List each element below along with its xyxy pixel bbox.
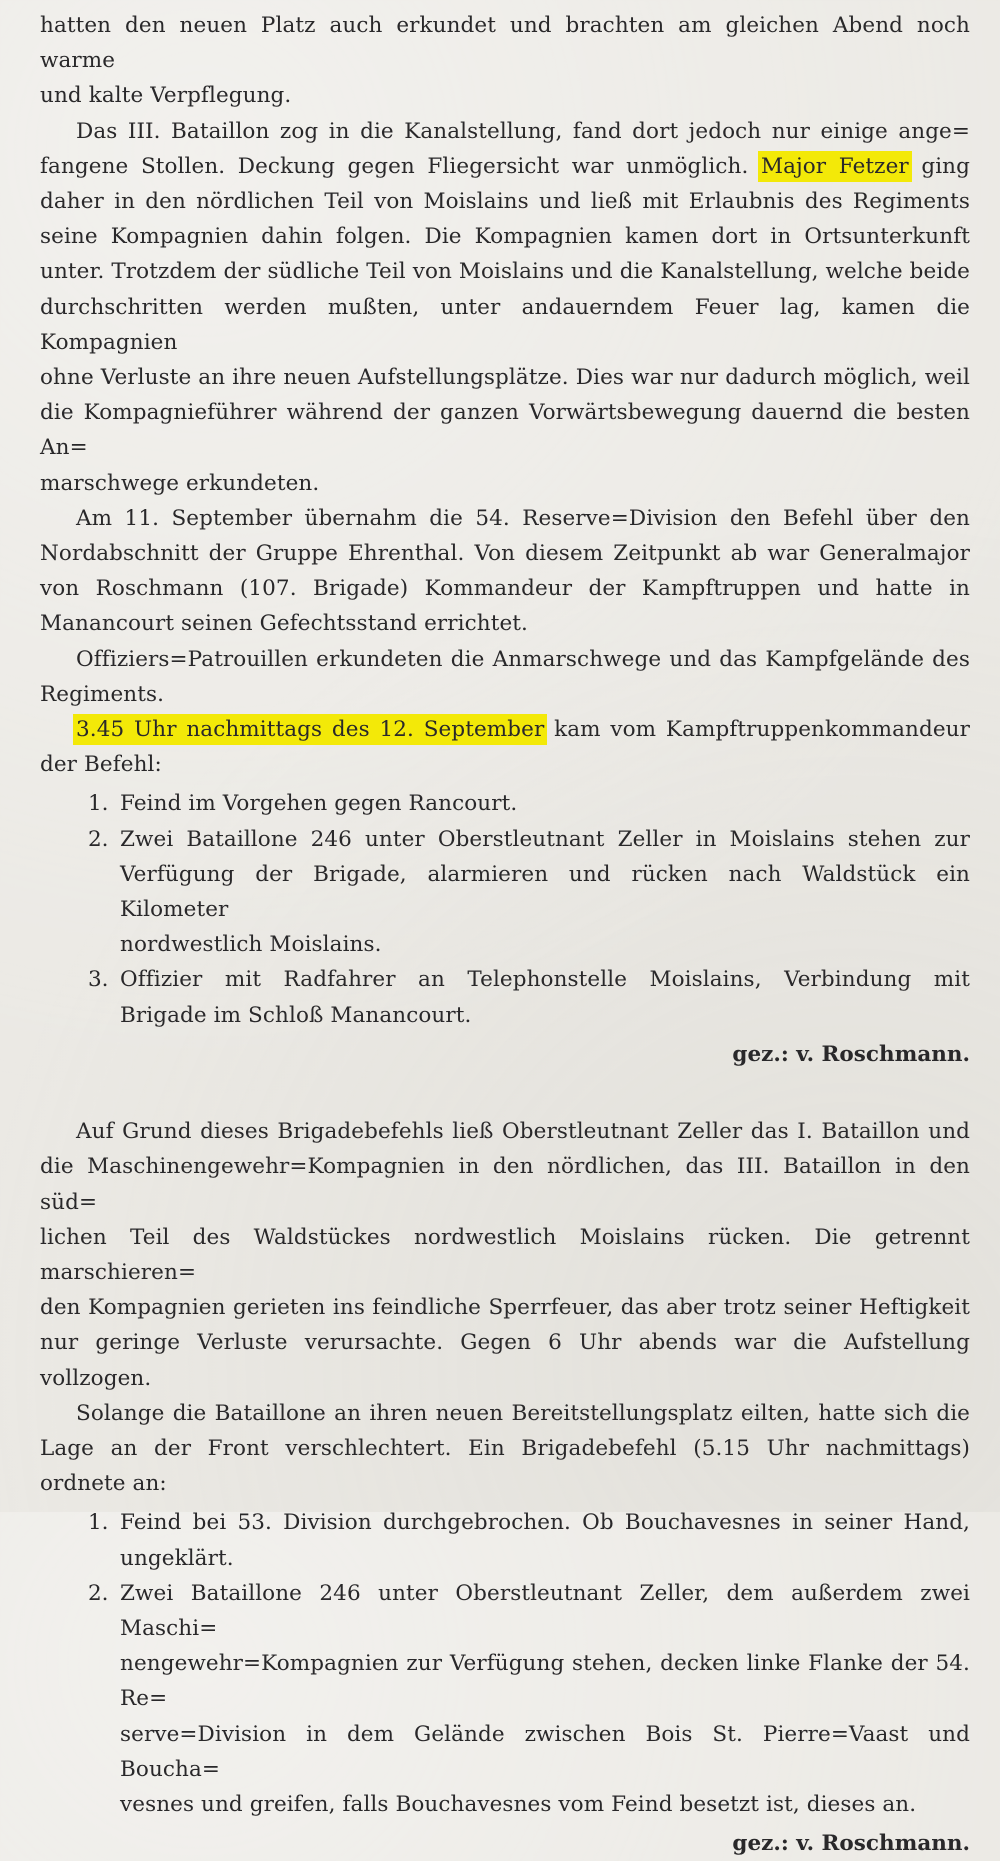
text-line <box>120 1505 970 1540</box>
paragraph-auf-grund <box>40 1114 970 1396</box>
text-line <box>40 606 970 641</box>
list-number: 1. <box>88 791 109 817</box>
text-segment: kam vom Kampftruppenkommandeur <box>544 717 970 743</box>
text-segment: den Kompagnien gerieten ins feindliche Sperrfeuer, das aber trotz seiner Heftigkeit <box>40 1295 970 1321</box>
text-segment: serve=Division in dem Gelände zwischen Bois St. Pierre=Vaast und Boucha= <box>120 1721 970 1782</box>
text-line <box>40 466 970 501</box>
text-segment: ohne Verluste an ihre neuen Aufstellungsplätze. Dies war nur dadurch möglich, weil <box>40 365 970 391</box>
text-segment: Lage an der Front verschlechtert. Ein Brigadebefehl (5.15 Uhr nachmittags) <box>40 1435 970 1461</box>
text-segment: fangene Stollen. Deckung gegen Fliegersicht war unmöglich. <box>40 153 761 179</box>
paragraph-verpflegung <box>40 8 970 114</box>
list-number: 3. <box>88 967 109 993</box>
paragraph-patrouillen <box>40 642 970 712</box>
text-segment: die Kompagnieführer während der ganzen Vorwärtsbewegung dauernd die besten An= <box>40 400 970 461</box>
text-segment: Am 11. September übernahm die 54. Reserve=Division den Befehl über den <box>76 505 970 531</box>
text-segment: durchschritten werden mußten, unter andauerndem Feuer lag, kamen die Kompagnien <box>40 294 970 355</box>
text-line <box>120 1717 970 1787</box>
highlighted-text: Major Fetzer <box>760 153 909 179</box>
text-segment: daher in den nördlichen Teil von Moislains und ließ mit Erlaubnis des Regiments <box>40 189 970 215</box>
text-segment: Offizier mit Radfahrer an Telephonstelle Moislains, Verbindung mit <box>120 967 970 993</box>
text-segment: Nordabschnitt der Gruppe Ehrenthal. Von diesem Zeitpunkt ab war Generalmajor <box>40 541 970 567</box>
text-line <box>120 857 970 927</box>
text-line <box>40 1220 970 1290</box>
text-line <box>40 642 970 677</box>
list-number: 2. <box>88 826 109 852</box>
brigade-order-list-2 <box>40 1505 970 1822</box>
signature-roschmann-1: gez.: v. Roschmann. <box>732 1041 970 1067</box>
list-item <box>40 1576 970 1822</box>
text-segment: unter. Trotzdem der südliche Teil von Moislains und die Kanalstellung, welche beide <box>40 259 971 285</box>
text-segment: Brigade im Schloß Manancourt. <box>120 1002 472 1028</box>
paragraph-drittes-bataillon <box>40 114 970 501</box>
text-line <box>120 927 970 962</box>
text-line <box>40 254 970 289</box>
text-line <box>40 712 970 747</box>
text-segment: Das III. Bataillon zog in die Kanalstellung, fand dort jedoch nur einige ange= <box>76 118 970 144</box>
text-segment: nordwestlich Moislains. <box>120 932 382 958</box>
text-line <box>40 219 970 254</box>
list-number: 1. <box>88 1510 109 1536</box>
text-line <box>120 1541 970 1576</box>
text-line <box>40 1396 970 1431</box>
text-line <box>40 290 970 360</box>
text-segment: Offiziers=Patrouillen erkundeten die Anmarschwege und das Kampfgelände des <box>76 646 970 672</box>
section-gap <box>40 1072 970 1114</box>
text-line <box>120 786 970 821</box>
text-line <box>40 114 970 149</box>
text-line <box>40 1114 970 1149</box>
text-line <box>40 1466 970 1501</box>
text-line <box>40 1431 970 1466</box>
text-line <box>40 78 970 113</box>
text-line <box>40 1149 970 1219</box>
text-line <box>120 1646 970 1716</box>
text-segment: und kalte Verpflegung. <box>40 83 292 109</box>
text-segment: marschwege erkundeten. <box>40 470 320 496</box>
text-segment: Solange die Bataillone an ihren neuen Bereitstellungsplatz eilten, hatte sich die <box>76 1400 970 1426</box>
highlighted-text: 3.45 Uhr nachmittags des 12. September <box>76 717 545 743</box>
text-segment: Feind bei 53. Division durchgebrochen. Ob Bouchavesnes in seiner Hand, <box>120 1510 970 1536</box>
text-segment: Verfügung der Brigade, alarmieren und rücken nach Waldstück ein Kilometer <box>120 861 970 923</box>
list-item <box>40 786 970 821</box>
paragraph-solange <box>40 1396 970 1502</box>
text-line <box>120 998 970 1033</box>
text-segment: von Roschmann (107. Brigade) Kommandeur der Kampftruppen und hatte in <box>40 576 970 602</box>
text-segment: Feind im Vorgehen gegen Rancourt. <box>120 791 518 817</box>
text-segment: lichen Teil des Waldstückes nordwestlich Moislains rücken. Die getrennt marschieren= <box>40 1224 970 1285</box>
text-segment: ging <box>908 153 970 179</box>
list-number: 2. <box>88 1580 109 1606</box>
brigade-order-list-1 <box>40 786 970 1032</box>
text-segment: Auf Grund dieses Brigadebefehls ließ Oberstleutnant Zeller das I. Bataillon und <box>76 1119 970 1145</box>
text-line <box>40 184 970 219</box>
text-line <box>40 1325 970 1395</box>
text-segment: der Befehl: <box>40 752 162 778</box>
text-line <box>40 677 970 712</box>
text-line <box>120 822 970 857</box>
text-line <box>40 536 970 571</box>
text-segment: vesnes und greifen, falls Bouchavesnes vom Feind besetzt ist, dieses an. <box>120 1791 917 1817</box>
text-segment: nur geringe Verluste verursachte. Gegen 6 Uhr abends war die Aufstellung vollzogen. <box>40 1330 970 1391</box>
list-item <box>40 962 970 1032</box>
text-line <box>40 501 970 536</box>
list-item <box>40 1505 970 1575</box>
text-segment: Regiments. <box>40 681 165 707</box>
paragraph-elfter-september <box>40 501 970 642</box>
signature-roschmann-2: gez.: v. Roschmann. <box>732 1831 970 1857</box>
text-segment: seine Kompagnien dahin folgen. Die Kompagnien kamen dort in Ortsunterkunft <box>40 224 970 250</box>
text-line <box>120 1576 970 1646</box>
text-line <box>120 1787 970 1822</box>
text-segment: Zwei Bataillone 246 unter Oberstleutnant Zeller, dem außerdem zwei Maschi= <box>120 1580 970 1641</box>
text-segment: hatten den neuen Platz auch erkundet und brachten am gleichen Abend noch warme <box>40 13 970 74</box>
text-line <box>120 962 970 997</box>
text-segment: ordnete an: <box>40 1471 167 1497</box>
text-segment: Zwei Bataillone 246 unter Oberstleutnant Zeller in Moislains stehen zur <box>120 826 970 852</box>
text-segment: Manancourt seinen Gefechtsstand errichtet. <box>40 611 528 637</box>
text-segment: nengewehr=Kompagnien zur Verfügung stehen, decken linke Flanke der 54. Re= <box>120 1651 970 1712</box>
text-segment: die Maschinengewehr=Kompagnien in den nördlichen, das III. Bataillon in den süd= <box>40 1154 970 1215</box>
text-line <box>40 360 970 395</box>
text-line <box>40 747 970 782</box>
text-line <box>40 571 970 606</box>
text-segment: ungeklärt. <box>120 1545 234 1571</box>
paragraph-befehl-345 <box>40 712 970 782</box>
text-line <box>40 149 970 184</box>
text-line <box>40 1290 970 1325</box>
list-item <box>40 822 970 963</box>
text-line <box>40 395 970 465</box>
text-line <box>40 8 970 78</box>
